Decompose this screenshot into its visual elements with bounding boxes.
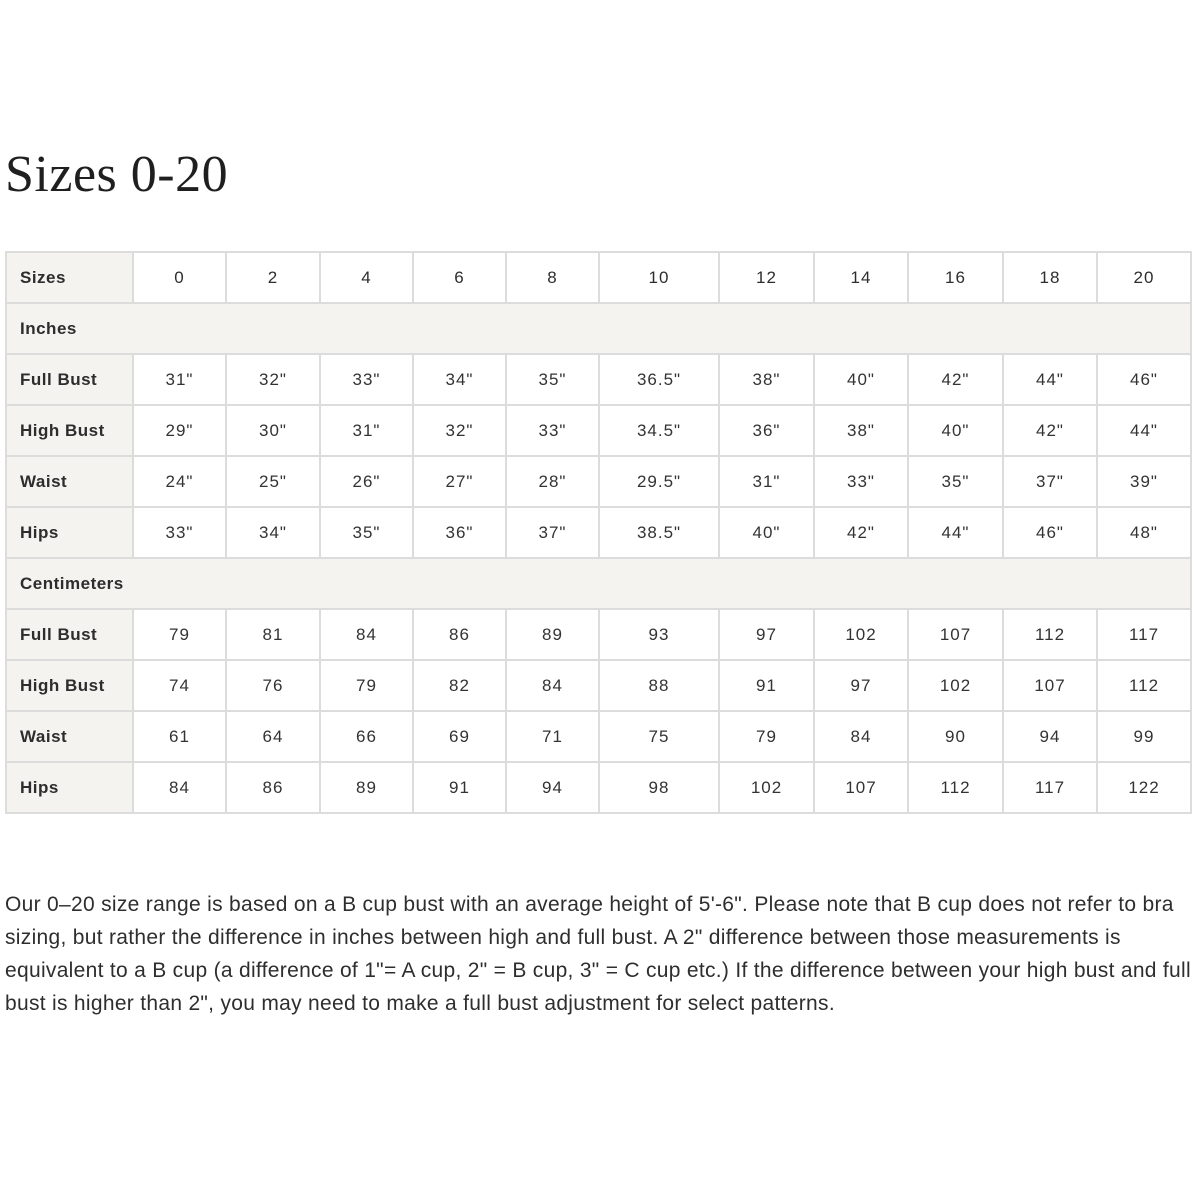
size-header-cell: 4 bbox=[320, 252, 413, 303]
measurement-value: 38" bbox=[719, 354, 814, 405]
measurement-value: 46" bbox=[1003, 507, 1097, 558]
measurement-value: 33" bbox=[814, 456, 908, 507]
measurement-value: 31" bbox=[133, 354, 226, 405]
measurement-value: 25" bbox=[226, 456, 320, 507]
measurement-value: 75 bbox=[599, 711, 719, 762]
measurement-value: 48" bbox=[1097, 507, 1191, 558]
measurement-value: 89 bbox=[320, 762, 413, 813]
measurement-value: 36" bbox=[413, 507, 506, 558]
measurement-value: 81 bbox=[226, 609, 320, 660]
measurement-value: 42" bbox=[1003, 405, 1097, 456]
measurement-label: Waist bbox=[6, 456, 133, 507]
measurement-value: 76 bbox=[226, 660, 320, 711]
measurement-value: 94 bbox=[506, 762, 599, 813]
centimeters-section-row bbox=[6, 558, 1191, 609]
measurement-value: 35" bbox=[506, 354, 599, 405]
measurement-value: 26" bbox=[320, 456, 413, 507]
measurement-value: 91 bbox=[719, 660, 814, 711]
measurement-value: 42" bbox=[908, 354, 1003, 405]
measurement-value: 107 bbox=[814, 762, 908, 813]
measurement-label: Waist bbox=[6, 711, 133, 762]
measurement-label: Hips bbox=[6, 507, 133, 558]
measurement-value: 99 bbox=[1097, 711, 1191, 762]
measurement-value: 98 bbox=[599, 762, 719, 813]
size-header-cell: 18 bbox=[1003, 252, 1097, 303]
measurement-value: 112 bbox=[1003, 609, 1097, 660]
table-row bbox=[6, 660, 1191, 711]
measurement-value: 34" bbox=[413, 354, 506, 405]
size-header-cell: 10 bbox=[599, 252, 719, 303]
size-header-cell: 0 bbox=[133, 252, 226, 303]
measurement-value: 86 bbox=[226, 762, 320, 813]
measurement-value: 66 bbox=[320, 711, 413, 762]
table-row bbox=[6, 507, 1191, 558]
measurement-value: 84 bbox=[506, 660, 599, 711]
measurement-value: 32" bbox=[413, 405, 506, 456]
table-row bbox=[6, 456, 1191, 507]
measurement-value: 107 bbox=[908, 609, 1003, 660]
centimeters-section-label: Centimeters bbox=[6, 558, 1191, 609]
inches-section-label: Inches bbox=[6, 303, 1191, 354]
measurement-label: High Bust bbox=[6, 660, 133, 711]
measurement-value: 37" bbox=[1003, 456, 1097, 507]
measurement-value: 79 bbox=[320, 660, 413, 711]
size-header-cell: 6 bbox=[413, 252, 506, 303]
measurement-value: 38" bbox=[814, 405, 908, 456]
measurement-value: 97 bbox=[719, 609, 814, 660]
measurement-value: 122 bbox=[1097, 762, 1191, 813]
measurement-value: 31" bbox=[719, 456, 814, 507]
size-range-description: Our 0–20 size range is based on a B cup bust with an average height of 5'-6". Please note that B cup does not refer to bra sizing, but rather the difference in inches between high and full bust. A 2" difference between those measurements is equivalent to a B cup (a difference of 1"= A cup, 2" = B cup, 3" = C cup etc.) If the difference between your high bust and full bust is higher than 2", you may need to make a full bust adjustment for select patterns. bbox=[5, 893, 1191, 1015]
measurement-value: 93 bbox=[599, 609, 719, 660]
measurement-value: 31" bbox=[320, 405, 413, 456]
size-header-cell: 20 bbox=[1097, 252, 1191, 303]
measurement-value: 33" bbox=[506, 405, 599, 456]
table-row bbox=[6, 609, 1191, 660]
measurement-value: 74 bbox=[133, 660, 226, 711]
measurement-value: 97 bbox=[814, 660, 908, 711]
measurement-value: 102 bbox=[908, 660, 1003, 711]
measurement-value: 94 bbox=[1003, 711, 1097, 762]
measurement-value: 44" bbox=[1003, 354, 1097, 405]
measurement-value: 40" bbox=[814, 354, 908, 405]
measurement-value: 88 bbox=[599, 660, 719, 711]
measurement-value: 112 bbox=[908, 762, 1003, 813]
measurement-value: 39" bbox=[1097, 456, 1191, 507]
measurement-value: 117 bbox=[1097, 609, 1191, 660]
size-chart-body bbox=[6, 252, 1191, 813]
measurement-value: 117 bbox=[1003, 762, 1097, 813]
measurement-label: Full Bust bbox=[6, 354, 133, 405]
measurement-value: 84 bbox=[133, 762, 226, 813]
table-header-row bbox=[6, 252, 1191, 303]
measurement-value: 34.5" bbox=[599, 405, 719, 456]
measurement-value: 71 bbox=[506, 711, 599, 762]
measurement-value: 44" bbox=[1097, 405, 1191, 456]
measurement-value: 102 bbox=[719, 762, 814, 813]
measurement-value: 46" bbox=[1097, 354, 1191, 405]
size-header-cell: 14 bbox=[814, 252, 908, 303]
size-header-cell: 16 bbox=[908, 252, 1003, 303]
measurement-value: 33" bbox=[133, 507, 226, 558]
measurement-value: 32" bbox=[226, 354, 320, 405]
measurement-value: 61 bbox=[133, 711, 226, 762]
sizes-header-label: Sizes bbox=[6, 252, 133, 303]
measurement-value: 34" bbox=[226, 507, 320, 558]
measurement-value: 24" bbox=[133, 456, 226, 507]
measurement-value: 89 bbox=[506, 609, 599, 660]
measurement-value: 44" bbox=[908, 507, 1003, 558]
measurement-value: 29" bbox=[133, 405, 226, 456]
measurement-value: 38.5" bbox=[599, 507, 719, 558]
measurement-value: 33" bbox=[320, 354, 413, 405]
size-header-cell: 12 bbox=[719, 252, 814, 303]
measurement-label: High Bust bbox=[6, 405, 133, 456]
measurement-value: 79 bbox=[719, 711, 814, 762]
measurement-value: 40" bbox=[719, 507, 814, 558]
measurement-value: 86 bbox=[413, 609, 506, 660]
measurement-value: 107 bbox=[1003, 660, 1097, 711]
table-row bbox=[6, 405, 1191, 456]
measurement-label: Full Bust bbox=[6, 609, 133, 660]
measurement-value: 84 bbox=[320, 609, 413, 660]
table-row bbox=[6, 711, 1191, 762]
measurement-value: 35" bbox=[320, 507, 413, 558]
size-chart-table bbox=[5, 251, 1192, 814]
measurement-value: 42" bbox=[814, 507, 908, 558]
measurement-value: 64 bbox=[226, 711, 320, 762]
measurement-value: 36" bbox=[719, 405, 814, 456]
measurement-value: 84 bbox=[814, 711, 908, 762]
table-row bbox=[6, 762, 1191, 813]
page-title: Sizes 0-20 bbox=[5, 146, 229, 203]
size-header-cell: 8 bbox=[506, 252, 599, 303]
table-row bbox=[6, 354, 1191, 405]
measurement-value: 35" bbox=[908, 456, 1003, 507]
inches-section-row bbox=[6, 303, 1191, 354]
measurement-value: 91 bbox=[413, 762, 506, 813]
measurement-value: 90 bbox=[908, 711, 1003, 762]
measurement-value: 29.5" bbox=[599, 456, 719, 507]
measurement-value: 37" bbox=[506, 507, 599, 558]
measurement-value: 82 bbox=[413, 660, 506, 711]
measurement-value: 112 bbox=[1097, 660, 1191, 711]
measurement-value: 79 bbox=[133, 609, 226, 660]
measurement-value: 30" bbox=[226, 405, 320, 456]
measurement-value: 27" bbox=[413, 456, 506, 507]
size-header-cell: 2 bbox=[226, 252, 320, 303]
measurement-value: 69 bbox=[413, 711, 506, 762]
measurement-value: 102 bbox=[814, 609, 908, 660]
measurement-value: 28" bbox=[506, 456, 599, 507]
measurement-value: 36.5" bbox=[599, 354, 719, 405]
measurement-value: 40" bbox=[908, 405, 1003, 456]
measurement-label: Hips bbox=[6, 762, 133, 813]
